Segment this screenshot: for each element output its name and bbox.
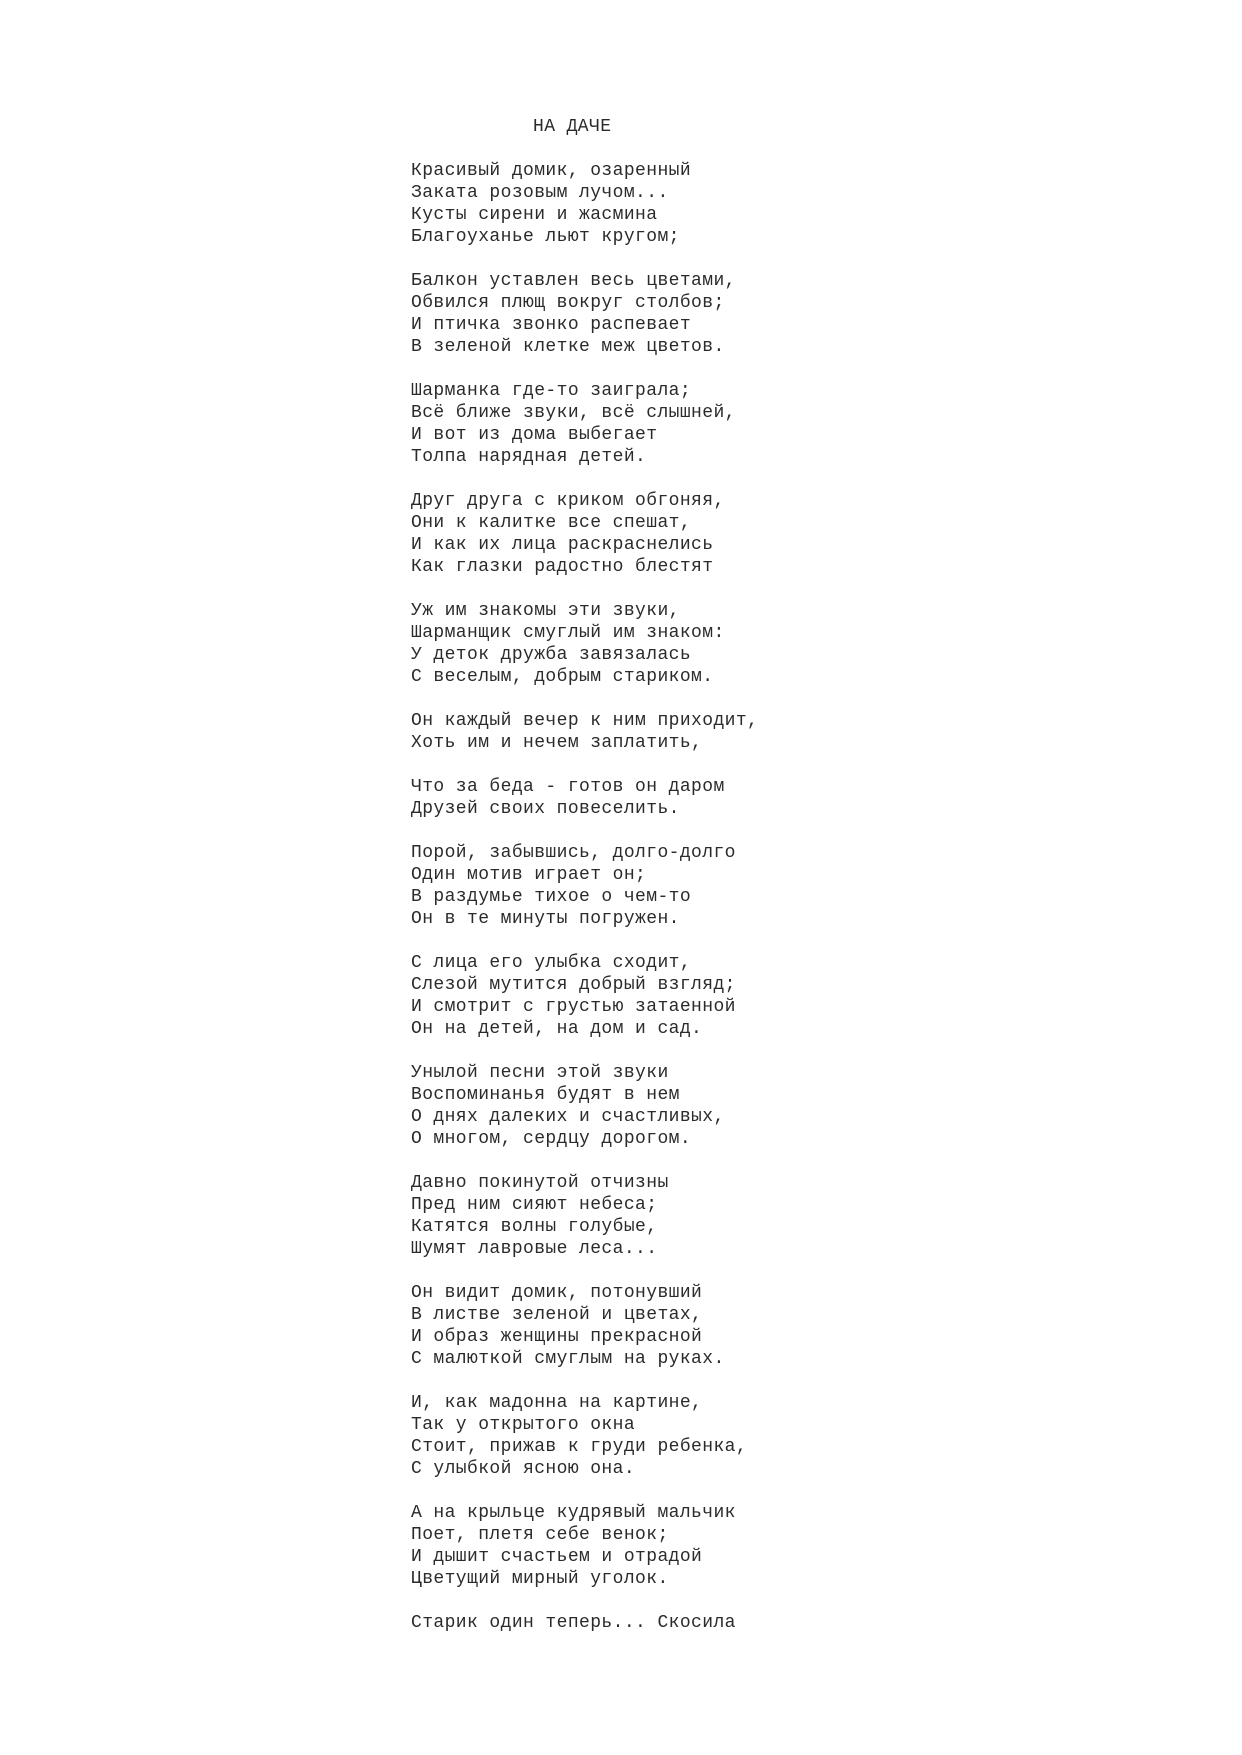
poem-line: Хоть им и нечем заплатить,: [411, 733, 703, 753]
poem-line: Друзей своих повеселить.: [411, 799, 680, 819]
poem-line: О днях далеких и счастливых,: [411, 1107, 725, 1127]
stanza: [411, 490, 1211, 578]
poem: [411, 116, 1211, 1656]
poem-line: С малюткой смуглым на руках.: [411, 1349, 725, 1369]
poem-line: И дышит счастьем и отрадой: [411, 1547, 703, 1567]
poem-line: Он видит домик, потонувший: [411, 1283, 703, 1303]
poem-line: И птичка звонко распевает: [411, 315, 692, 335]
poem-line: И как их лица раскраснелись: [411, 535, 714, 555]
poem-line: Воспоминанья будят в нем: [411, 1085, 680, 1105]
poem-line: Что за беда - готов он даром: [411, 777, 725, 797]
poem-line: Заката розовым лучом...: [411, 183, 669, 203]
poem-line: Благоуханье льют кругом;: [411, 227, 680, 247]
poem-line: Шумят лавровые леса...: [411, 1239, 658, 1259]
poem-line: Унылой песни этой звуки: [411, 1063, 669, 1083]
poem-line: С веселым, добрым стариком.: [411, 667, 714, 687]
stanza: [411, 776, 1211, 820]
poem-line: Красивый домик, озаренный: [411, 161, 692, 181]
stanza: [411, 380, 1211, 468]
stanza: [411, 1282, 1211, 1370]
poem-line: Как глазки радостно блестят: [411, 557, 714, 577]
poem-line: И вот из дома выбегает: [411, 425, 658, 445]
stanza: [411, 842, 1211, 930]
poem-line: Катятся волны голубые,: [411, 1217, 658, 1237]
stanza: [411, 270, 1211, 358]
stanza: [411, 1062, 1211, 1150]
stanza: [411, 1502, 1211, 1590]
poem-line: Уж им знакомы эти звуки,: [411, 601, 680, 621]
stanza: [411, 710, 1211, 754]
poem-title: НА ДАЧЕ: [533, 117, 612, 137]
poem-line: Толпа нарядная детей.: [411, 447, 647, 467]
poem-line: Он на детей, на дом и сад.: [411, 1019, 703, 1039]
poem-line: В раздумье тихое о чем-то: [411, 887, 692, 907]
poem-line: И смотрит с грустью затаенной: [411, 997, 736, 1017]
poem-line: Шарманщик смуглый им знаком:: [411, 623, 725, 643]
poem-line: Один мотив играет он;: [411, 865, 647, 885]
stanza: [411, 1392, 1211, 1480]
stanza: [411, 600, 1211, 688]
poem-line: С улыбкой ясною она.: [411, 1459, 636, 1479]
poem-line: И, как мадонна на картине,: [411, 1393, 703, 1413]
poem-line: В листве зеленой и цветах,: [411, 1305, 703, 1325]
poem-line: Так у открытого окна: [411, 1415, 636, 1435]
poem-line: И образ женщины прекрасной: [411, 1327, 703, 1347]
poem-line: Друг друга с криком обгоняя,: [411, 491, 725, 511]
poem-line: Слезой мутится добрый взгляд;: [411, 975, 736, 995]
poem-line: Давно покинутой отчизны: [411, 1173, 669, 1193]
stanza: [411, 160, 1211, 248]
poem-line: Старик один теперь... Скосила: [411, 1613, 736, 1633]
stanza: [411, 952, 1211, 1040]
poem-line: О многом, сердцу дорогом.: [411, 1129, 692, 1149]
poem-line: В зеленой клетке меж цветов.: [411, 337, 725, 357]
poem-line: Кусты сирени и жасмина: [411, 205, 658, 225]
poem-line: Поет, плетя себе венок;: [411, 1525, 669, 1545]
poem-line: Обвился плющ вокруг столбов;: [411, 293, 725, 313]
poem-line: Шарманка где-то заиграла;: [411, 381, 692, 401]
poem-line: У деток дружба завязалась: [411, 645, 692, 665]
stanza: [411, 1172, 1211, 1260]
poem-body: [411, 160, 1211, 1634]
poem-line: Стоит, прижав к груди ребенка,: [411, 1437, 748, 1457]
poem-line: Он каждый вечер к ним приходит,: [411, 711, 759, 731]
poem-line: Всё ближе звуки, всё слышней,: [411, 403, 736, 423]
poem-line: Он в те минуты погружен.: [411, 909, 680, 929]
poem-line: Порой, забывшись, долго-долго: [411, 843, 736, 863]
poem-line: Пред ним сияют небеса;: [411, 1195, 658, 1215]
poem-line: Они к калитке все спешат,: [411, 513, 692, 533]
stanza: [411, 1612, 1211, 1634]
poem-line: Балкон уставлен весь цветами,: [411, 271, 736, 291]
poem-line: А на крыльце кудрявый мальчик: [411, 1503, 736, 1523]
poem-line: С лица его улыбка сходит,: [411, 953, 692, 973]
poem-line: Цветущий мирный уголок.: [411, 1569, 669, 1589]
